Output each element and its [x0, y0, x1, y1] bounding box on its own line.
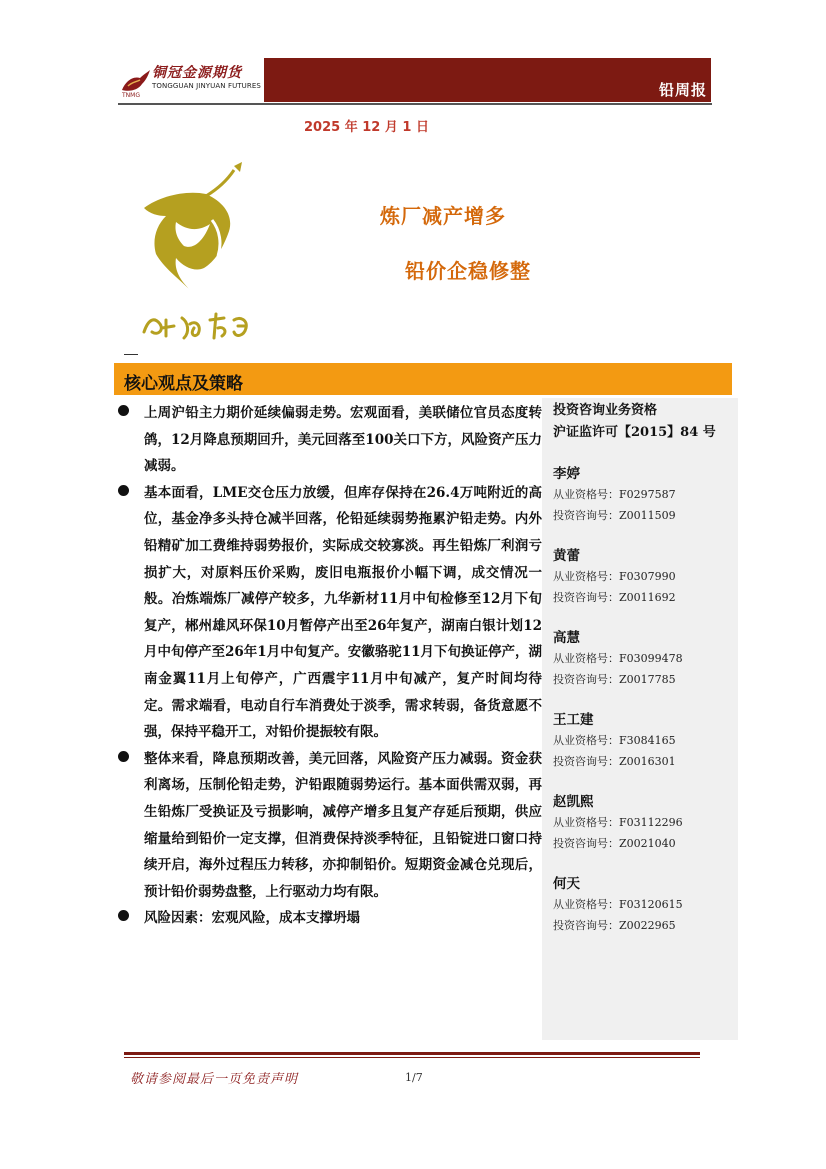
analyst-card: [553, 710, 733, 772]
analyst-card: [553, 792, 733, 854]
report-title-line2: 铅价企稳修整: [405, 259, 531, 283]
section-header: [114, 363, 732, 395]
company-name-cn: 铜冠金源期货: [152, 65, 242, 81]
analyst-consult-id: 投资咨询号：Z0016301: [553, 755, 676, 768]
analyst-card: [553, 628, 733, 690]
list-item: [112, 905, 542, 932]
report-title-line1: 炼厂减产增多: [380, 204, 506, 228]
header-banner: [264, 58, 711, 102]
analyst-card: [553, 546, 733, 608]
analyst-license: 从业资格号：F03099478: [553, 652, 683, 665]
footer-divider-thin: [124, 1057, 700, 1058]
qualification-license: 沪证监许可【2015】84 号: [553, 425, 716, 440]
bullet-text: 整体来看，降息预期改善，美元回落，风险资产压力减弱。资金获利离场，压制伦铅走势，沪铅跟随弱势运行。基本面供需双弱，再生铅炼厂受换证及亏损影响，减停产增多且复产存延后预期，供应缩量给到铅价一定支撑，但消费保持淡季特征，且铅锭进口窗口持续开启，海外过程压力转移，亦抑制铅价。短期资金减仓兑现后，预计铅价弱势盘整，上行驱动力均有限。: [144, 750, 542, 900]
analyst-card: [553, 874, 733, 936]
analyst-license: 从业资格号：F03120615: [553, 898, 683, 911]
bullet-text: 上周沪铅主力期价延续偏弱走势。宏观面看，美联储位官员态度转鸽，12月降息预期回升，美元回落至100关口下方，风险资产压力减弱。: [144, 405, 542, 475]
qualification-title: 投资咨询业务资格: [553, 403, 658, 418]
analyst-license: 从业资格号：F0307990: [553, 570, 676, 583]
analyst-license: 从业资格号：F0297587: [553, 488, 676, 501]
calligraphy-signature: [144, 314, 246, 338]
analyst-consult-id: 投资咨询号：Z0017785: [553, 673, 676, 686]
analyst-consult-id: 投资咨询号：Z0011692: [553, 591, 676, 604]
analyst-name: 赵凯熙: [553, 794, 594, 810]
bullet-icon: [118, 405, 129, 416]
analyst-consult-id: 投资咨询号：Z0011509: [553, 509, 676, 522]
list-item: [112, 400, 542, 480]
analyst-name: 高慧: [553, 630, 580, 646]
report-type-label: 铅周报: [658, 81, 707, 99]
bullet-text: 风险因素：宏观风险，成本支撑坍塌: [144, 910, 360, 927]
analyst-name: 何天: [553, 876, 580, 892]
footer-divider: [124, 1052, 700, 1055]
bullet-icon: [118, 910, 129, 921]
company-name-en: TONGGUAN JINYUAN FUTURES: [152, 82, 261, 90]
list-item: [112, 746, 542, 906]
bullet-text: 基本面看，LME交仓压力放缓，但库存保持在26.4万吨附近的高位，基金净多头持仓减半回落，伦铅延续弱势拖累沪铅走势。内外铅精矿加工费维持弱势报价，实际成交较寡淡。再生铅炼厂利润亏损扩大，对原料压价采购，废旧电瓶报价小幅下调，成交情况一般。冶炼端炼厂减停产较多，九华新材11月中旬检修至12月下旬复产，郴州雄风环保10月暂停产出至26年复产，湖南白银计划12月中旬停产至26年1月中旬复产。安徽骆驼11月下旬换证停产，湖南金翼11月上旬停产，广西震宇11月中旬减产，复产时间均待定。需求端看，电动自行车消费处于淡季，需求转弱，备货意愿不强，保持平稳开工，对铅价提振较有限。: [144, 484, 542, 741]
analyst-license: 从业资格号：F03112296: [553, 816, 683, 829]
header-divider: [118, 103, 712, 105]
core-viewpoints: [112, 400, 542, 932]
analyst-card: [553, 464, 733, 526]
page-number: 1/7: [405, 1071, 423, 1084]
analyst-name: 王工建: [553, 712, 594, 728]
company-logo: [118, 58, 266, 102]
analyst-license: 从业资格号：F3084165: [553, 734, 676, 747]
disclaimer-note: 敬请参阅最后一页免责声明: [130, 1072, 299, 1087]
section-title: 核心观点及策略: [124, 374, 243, 394]
analyst-name: 李婷: [553, 466, 580, 482]
list-item: [112, 480, 542, 746]
bullet-icon: [118, 751, 129, 762]
analyst-sidebar: [542, 398, 738, 1040]
analyst-consult-id: 投资咨询号：Z0021040: [553, 837, 676, 850]
bullet-icon: [118, 485, 129, 496]
analyst-name: 黄蕾: [553, 548, 580, 564]
tongling-nonferrous-logo-icon: [130, 160, 260, 345]
decorative-tick: [124, 354, 138, 355]
company-abbr: TNMG: [122, 92, 140, 99]
analyst-consult-id: 投资咨询号：Z0022965: [553, 919, 676, 932]
report-date: 2025 年 12 月 1 日: [304, 120, 429, 135]
